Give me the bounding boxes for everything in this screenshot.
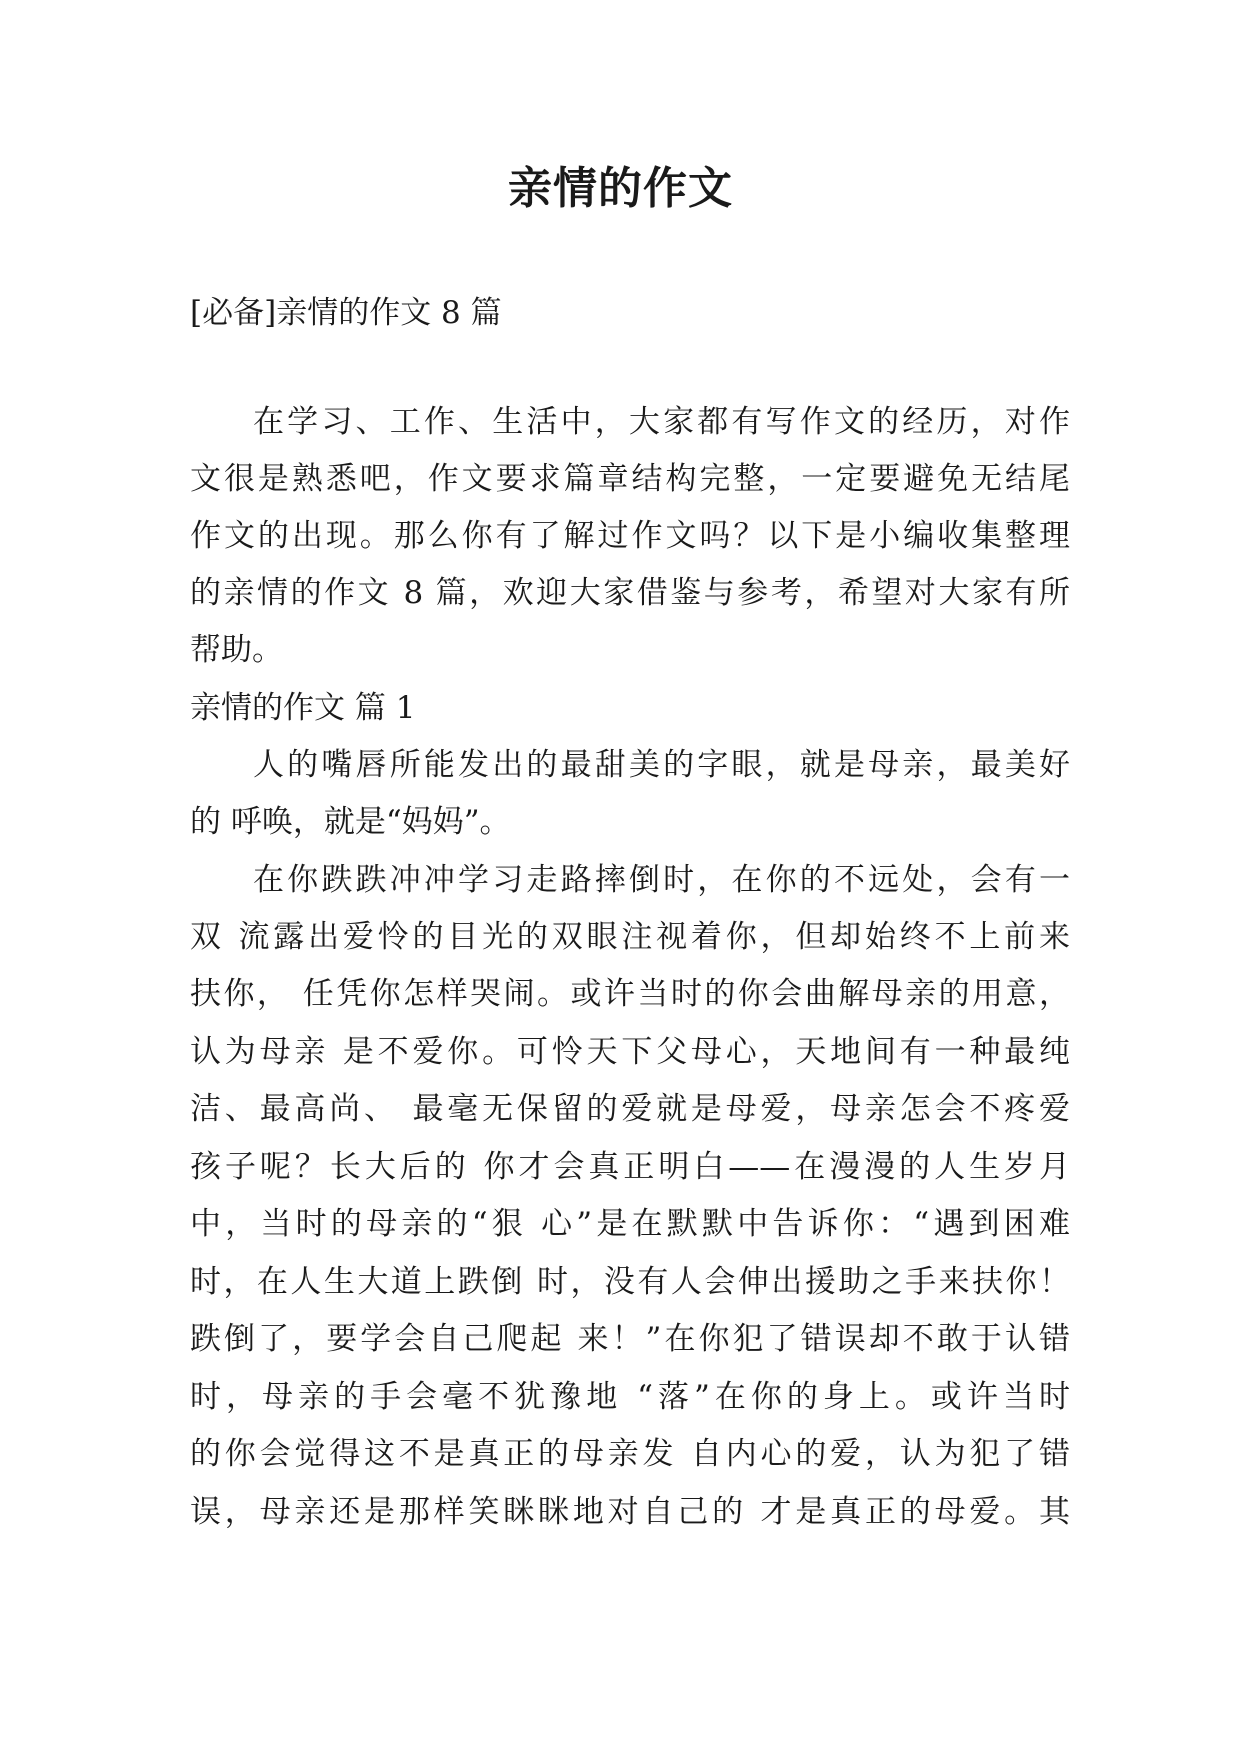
section-heading: 亲情的作文 篇 1 [190, 690, 416, 726]
document-title: 亲情的作文 [508, 163, 733, 214]
paragraph-line: 中，当时的母亲的“狠 心”是在默默中告诉你：“遇到困难 [190, 1206, 1070, 1242]
intro-line: 文很是熟悉吧，作文要求篇章结构完整，一定要避免无结尾 [190, 461, 1070, 497]
intro-line: 在学习、工作、生活中，大家都有写作文的经历，对作 [253, 404, 1070, 440]
paragraph-line: 时，母亲的手会毫不犹豫地 “落”在你的身上。或许当时 [190, 1379, 1070, 1415]
intro-line: 作文的出现。那么你有了解过作文吗？以下是小编收集整理 [190, 518, 1070, 554]
paragraph-line: 扶你， 任凭你怎样哭闹。或许当时的你会曲解母亲的用意， [190, 976, 1070, 1012]
document-subtitle: [必备]亲情的作文 8 篇 [190, 295, 502, 331]
paragraph-line: 时，在人生大道上跌倒 时，没有人会伸出援助之手来扶你！ [190, 1264, 1070, 1300]
paragraph-line: 洁、最高尚、 最毫无保留的爱就是母爱，母亲怎会不疼爱 [190, 1091, 1070, 1127]
paragraph-line: 人的嘴唇所能发出的最甜美的字眼，就是母亲，最美好 [253, 747, 1070, 783]
paragraph-line: 认为母亲 是不爱你。可怜天下父母心，天地间有一种最纯 [190, 1034, 1070, 1070]
paragraph-line: 的你会觉得这不是真正的母亲发 自内心的爱，认为犯了错 [190, 1436, 1070, 1472]
paragraph-line: 在你跌跌冲冲学习走路摔倒时，在你的不远处，会有一 [253, 862, 1070, 898]
paragraph-line: 的 呼唤，就是“妈妈”。 [190, 804, 511, 840]
intro-line: 帮助。 [190, 632, 283, 668]
paragraph-line: 跌倒了，要学会自己爬起 来！”在你犯了错误却不敢于认错 [190, 1321, 1070, 1357]
paragraph-line: 双 流露出爱怜的目光的双眼注视着你，但却始终不上前来 [190, 919, 1070, 955]
paragraph-line: 误，母亲还是那样笑眯眯地对自己的 才是真正的母爱。其 [190, 1494, 1070, 1530]
intro-line: 的亲情的作文 8 篇，欢迎大家借鉴与参考，希望对大家有所 [190, 575, 1070, 611]
paragraph-line: 孩子呢？长大后的 你才会真正明白——在漫漫的人生岁月 [190, 1149, 1070, 1185]
